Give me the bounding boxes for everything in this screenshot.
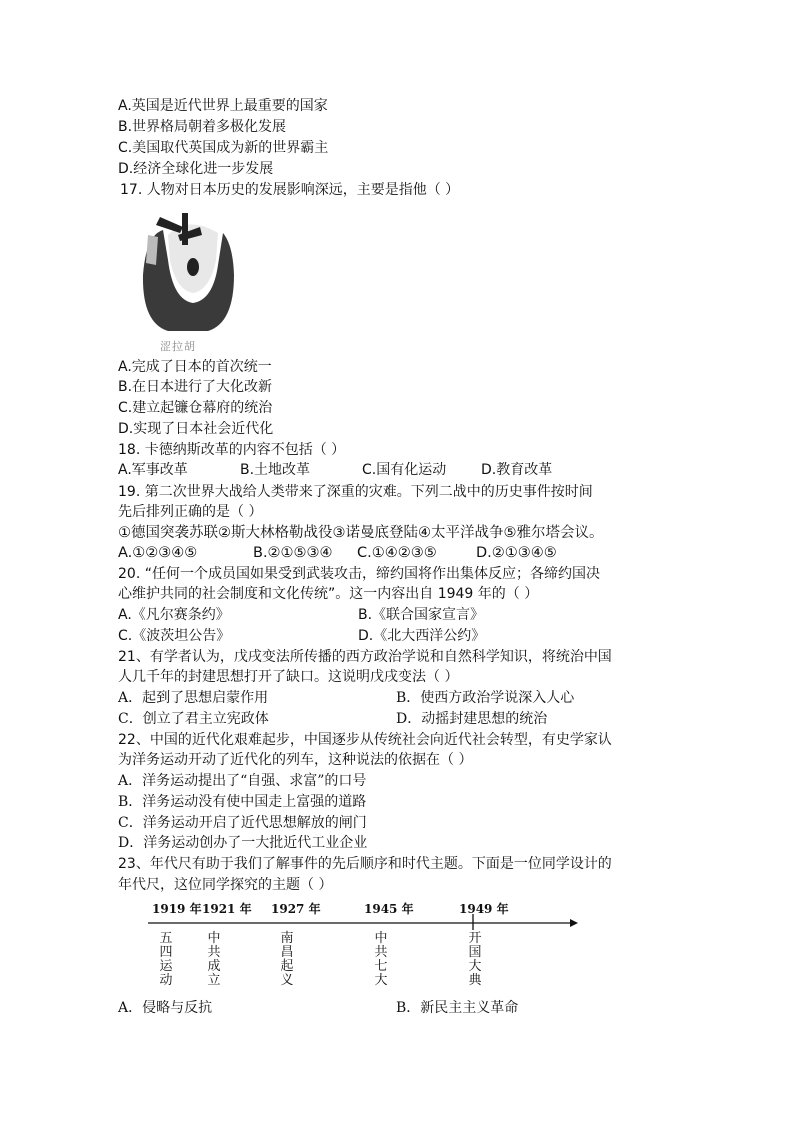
timeline <box>140 900 590 1000</box>
q18-option-b: B.土地改革 <box>240 462 311 478</box>
q19-stem-line2: 先后排列正确的是（ ） <box>118 504 263 520</box>
q17-option-d: D.实现了日本社会近代化 <box>118 421 274 437</box>
q22-stem-line2: 为洋务运动开动了近代化的列车，这种说法的依据在（ ） <box>118 752 473 768</box>
q17-option-b: B.在日本进行了大化改新 <box>118 379 273 395</box>
q20-option-d: D.《北大西洋公约》 <box>358 628 486 644</box>
q17-option-a: A.完成了日本的首次统一 <box>118 359 272 375</box>
q22-option-d: D．洋务运动创办了一大批近代工业企业 <box>118 835 368 851</box>
q21-option-b: B．使西方政治学说深入人心 <box>396 690 575 706</box>
timeline-year-1921: 1921 年 <box>202 902 252 916</box>
timeline-year-1919: 1919 年 <box>152 902 202 916</box>
q19-option-a: A.①②③④⑤ <box>118 545 198 561</box>
timeline-event-may-fourth: 五四运动 <box>159 931 173 988</box>
q18-option-c: C.国有化运动 <box>362 462 447 478</box>
timeline-event-founding-ceremony: 开国大典 <box>468 931 482 988</box>
portrait-image <box>138 205 236 335</box>
q23-option-b: B．新民主主义革命 <box>396 1000 519 1016</box>
q23-stem-line1: 23、年代尺有助于我们了解事件的先后顺序和时代主题。下面是一位同学设计的 <box>118 856 612 872</box>
timeline-event-cpc-founding: 中共成立 <box>207 931 221 988</box>
q16-option-c: C.美国取代英国成为新的世界霸主 <box>118 140 329 156</box>
q18-option-a: A.军事改革 <box>118 462 188 478</box>
q21-stem-line2: 人几千年的封建思想打开了缺口。这说明戊戌变法（ ） <box>118 669 459 685</box>
q23-option-a: A．侵略与反抗 <box>118 1000 213 1016</box>
q17-stem: 17. 人物对日本历史的发展影响深远，主要是指他（ ） <box>120 182 460 198</box>
q20-option-a: A.《凡尔赛条约》 <box>118 607 230 623</box>
q16-option-a: A.英国是近代世界上最重要的国家 <box>118 98 328 114</box>
q18-option-d: D.教育改革 <box>481 462 553 478</box>
q19-events: ①德国突袭苏联②斯大林格勒战役③诺曼底登陆④太平洋战争⑤雅尔塔会议。 <box>118 525 604 541</box>
q16-option-b: B.世界格局朝着多极化发展 <box>118 119 287 135</box>
portrait-caption: 涩拉胡 <box>160 340 196 353</box>
q23-stem-line2: 年代尺，这位同学探究的主题（ ） <box>118 877 333 893</box>
q19-option-c: C.①④②③⑤ <box>357 545 437 561</box>
q21-stem-line1: 21、有学者认为，戊戌变法所传播的西方政治学说和自然科学知识，将统治中国 <box>118 649 612 665</box>
timeline-year-1945: 1945 年 <box>364 902 414 916</box>
q20-option-b: B.《联合国家宣言》 <box>358 607 485 623</box>
q16-option-d: D.经济全球化进一步发展 <box>118 161 274 177</box>
q21-option-a: A．起到了思想启蒙作用 <box>118 690 269 706</box>
q19-option-d: D.②①③④⑤ <box>476 545 557 561</box>
q17-option-c: C.建立起镰仓幕府的统治 <box>118 400 273 416</box>
timeline-event-seventh-congress: 中共七大 <box>374 931 388 988</box>
q22-stem-line1: 22、中国的近代化艰难起步，中国逐步从传统社会向近代社会转型，有史学家认 <box>118 732 612 748</box>
q20-option-c: C.《波茨坦公告》 <box>118 628 231 644</box>
timeline-year-1927: 1927 年 <box>271 902 321 916</box>
q20-stem-line2: 心维护共同的社会制度和文化传统”。这一内容出自 1949 年的（ ） <box>118 586 539 602</box>
q22-option-c: C．洋务运动开启了近代思想解放的闸门 <box>118 815 367 831</box>
q21-option-d: D．动摇封建思想的统治 <box>396 711 548 727</box>
q21-option-c: C．创立了君主立宪政体 <box>118 711 269 727</box>
q20-stem-line1: 20. “任何一个成员国如果受到武装攻击，缔约国将作出集体反应；各缔约国决 <box>118 566 600 582</box>
q19-stem-line1: 19. 第二次世界大战给人类带来了深重的灾难。下列二战中的历史事件按时间 <box>118 484 593 500</box>
q19-option-b: B.②①⑤③④ <box>253 545 333 561</box>
q22-option-a: A．洋务运动提出了“自强、求富”的口号 <box>118 773 367 789</box>
timeline-year-1949: 1949 年 <box>459 902 509 916</box>
q22-option-b: B．洋务运动没有使中国走上富强的道路 <box>118 794 367 810</box>
q18-stem: 18. 卡德纳斯改革的内容不包括（ ） <box>118 442 346 458</box>
timeline-event-nanchang-uprising: 南昌起义 <box>280 931 294 988</box>
